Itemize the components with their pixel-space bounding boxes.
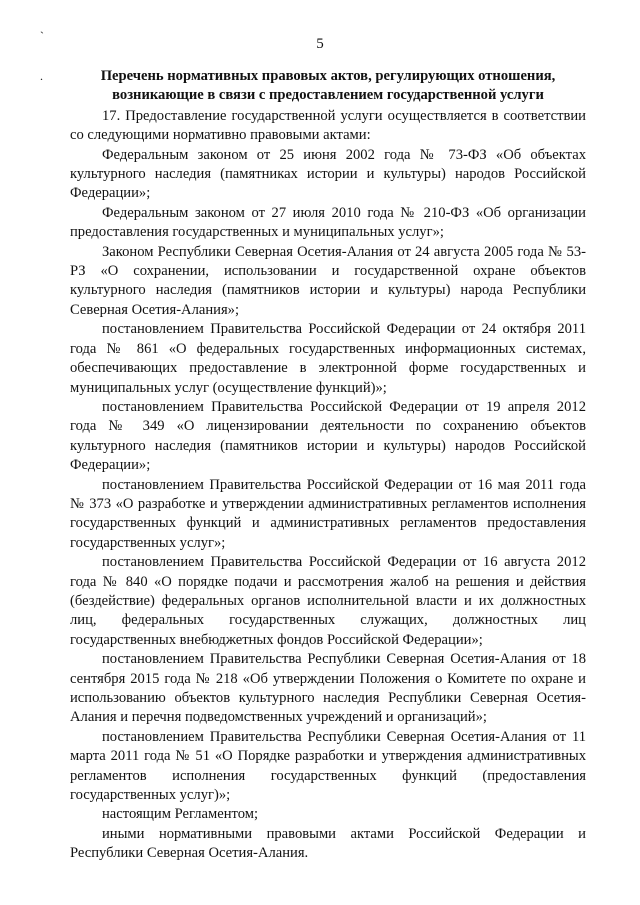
section-title bbox=[70, 67, 586, 106]
paragraph: постановлением Правительства Российской Федерации от 16 мая 2011 года № 373 «О разработке и утверждении административных регламентов исполнения государственных функций и административных регламентов предоставления государственных услуг»; bbox=[70, 476, 586, 551]
paragraph: Федеральным законом от 25 июня 2002 года № 73-ФЗ «Об объектах культурного наследия (памятниках истории и культуры) народов Российской Федерации»; bbox=[70, 146, 586, 202]
paragraph: Законом Республики Северная Осетия-Алания от 24 августа 2005 года № 53-РЗ «О сохранении, использовании и государственной охране объектов культурного наследия (памятников истории и культуры) народа Республики Северная Осетия-Алания»; bbox=[70, 243, 586, 318]
paragraph: Федеральным законом от 27 июля 2010 года № 210-ФЗ «Об организации предоставления государственных и муниципальных услуг»; bbox=[70, 204, 586, 241]
paragraph: постановлением Правительства Республики Северная Осетия-Алания от 18 сентября 2015 года № 218 «Об утверждении Положения о Комитете по охране и использованию объектов культурного наследия Республики Северная Осетия-Алания и перечня подведомственных учреждений и организаций»; bbox=[70, 651, 586, 726]
scan-mark: ` bbox=[40, 29, 44, 43]
paragraph: постановлением Правительства Российской Федерации от 16 августа 2012 года № 840 «О порядке подачи и рассмотрения жалоб на решения и действия (бездействие) федеральных органов исполнительной власти и их должностных лиц, федеральных государственных служащих, должностных лиц государственных внебюджетных фондов Российской Федерации»; bbox=[70, 554, 586, 648]
page-number: 5 bbox=[316, 36, 324, 52]
paragraph: постановлением Правительства Российской Федерации от 19 апреля 2012 года № 349 «О лицензировании деятельности по сохранению объектов культурного наследия (памятников истории и культуры) народов Российской Федерации»; bbox=[70, 398, 586, 474]
paragraph: иными нормативными правовыми актами Российской Федерации и Республики Северная Осетия-Алания. bbox=[70, 825, 586, 862]
paragraph: постановлением Правительства Российской Федерации от 24 октября 2011 года № 861 «О федеральных государственных информационных системах, обеспечивающих предоставление в электронной форме государственных и муниципальных услуг (осуществление функций)»; bbox=[70, 321, 586, 396]
document-body bbox=[70, 67, 586, 864]
paragraph: 17. Предоставление государственной услуги осуществляется в соответствии со следующими нормативно правовыми актами: bbox=[70, 107, 586, 144]
scan-mark: . bbox=[40, 69, 43, 83]
paragraph: настоящим Регламентом; bbox=[102, 806, 259, 823]
section-title-line: Перечень нормативных правовых актов, регулирующих отношения, bbox=[100, 68, 556, 84]
section-title-line: возникающие в связи с предоставлением государственной услуги bbox=[112, 87, 544, 104]
paragraph: постановлением Правительства Республики Северная Осетия-Алания от 11 марта 2011 года № 51 «О Порядке разработки и утверждения административных регламентов исполнения государственных функций (предоставления государственных услуг)»; bbox=[70, 728, 586, 804]
